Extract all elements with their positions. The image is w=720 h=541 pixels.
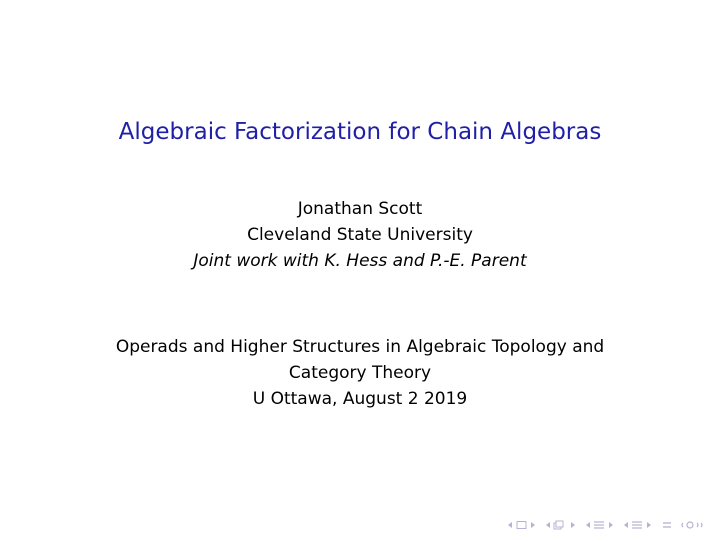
event-location-date: U Ottawa, August 2 2019 [252,389,468,409]
frame-nav-icon [508,520,538,530]
subsection-icon [546,520,578,530]
presentation-nav[interactable] [624,520,654,530]
navigation-bar [500,519,706,531]
author-affiliation: Cleveland State University [247,225,473,245]
subsection-nav[interactable] [546,520,578,530]
align-nav[interactable] [662,520,672,530]
section-icon [586,520,616,530]
author-name: Jonathan Scott [297,199,423,219]
event-block [0,334,720,412]
event-name-line-1: Operads and Higher Structures in Algebraic Topology and [115,337,605,357]
search-icon [680,520,706,530]
section-nav[interactable] [586,520,616,530]
slide-title: Algebraic Factorization for Chain Algebras [118,119,602,145]
align-icon [662,520,672,530]
search-nav[interactable] [680,520,706,530]
event-name-line-2: Category Theory [288,363,432,383]
presentation-icon [624,520,654,530]
author-block [0,196,720,274]
joint-work-note: Joint work with K. Hess and P.-E. Parent [193,251,527,271]
frame-nav[interactable] [508,520,538,530]
